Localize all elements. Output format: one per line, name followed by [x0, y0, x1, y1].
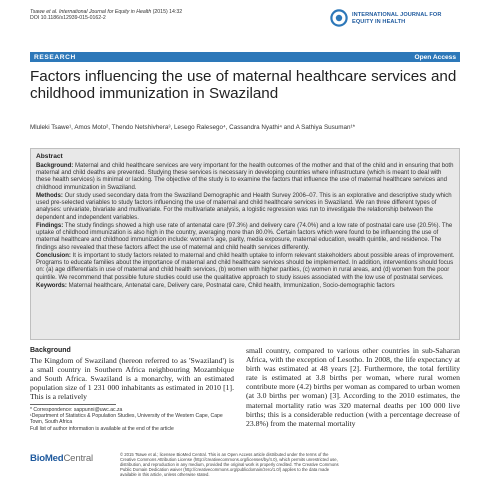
abstract-keywords	[36, 283, 456, 290]
citation-authors: Tsawe et al.	[30, 9, 58, 15]
open-access-label: Open Access	[414, 53, 456, 61]
citation-header	[30, 9, 182, 22]
abstract-label: Keywords:	[36, 283, 67, 289]
author-affiliation: ¹Department of Statistics & Population Studies, University of the Western Cape, Cape Town, South Africa	[30, 413, 223, 426]
abstract-body	[36, 163, 456, 291]
correspondence-email[interactable]: * Correspondence: sappunni@uwc.ac.za	[30, 407, 123, 413]
abstract-box	[30, 148, 460, 340]
article-type-band	[30, 52, 460, 62]
abstract-background	[36, 163, 456, 192]
abstract-findings	[36, 223, 456, 252]
abstract-conclusion	[36, 253, 456, 282]
license-statement: © 2015 Tsawe et al.; licensee BioMed Central. This is an Open Access article distributed under the terms of the Creative Commons Attribution License (http://creativecommons.org/licenses/by/4.0), which permits unrestricted use, distribution, and reproduction in any medium, provided the original work is properly credited. The Creative Commons Public Domain Dedication waiver (http://creativecommons.org/publicdomain/zero/1.0/) applies to the data made available in this article, unless otherwise stated.	[120, 452, 339, 478]
footnote-divider	[30, 404, 116, 405]
abstract-label: Conclusion:	[36, 253, 71, 259]
article-title: Factors influencing the use of maternal healthcare services and childhood immunization in Swaziland	[30, 68, 457, 103]
abstract-text: The study findings showed a high use rate of antenatal care (97.3%) and delivery care (74.0%) and a low rate of postnatal care use (20.5%). The uptake of childhood immunization is also high in the country, averaging more than 80.0%. Certain factors which were found to be influencing the use of maternal healthcare and childhood immunization include: woman's age, parity, media exposure, maternal education, wealth quintile, and residence. The findings also revealed that these factors affect the use of maternal and child health services differently.	[36, 223, 453, 251]
abstract-text: Our study used secondary data from the Swaziland Demographic and Health Survey 2006–07. This is an explorative and descriptive study which used pre-selected variables to study factors influencing the use of maternal and child healthcare services in Swaziland. We ran three different types of analyses: univariate, bivariate and multivariate. For the multivariate analysis, a logistic regression was run to investigate the relationship between the dependent and independent variables.	[36, 193, 452, 221]
body-column-left	[30, 346, 234, 402]
logo-bio: BioMed	[30, 453, 64, 464]
body-paragraph: The Kingdom of Swaziland (hereon referred to as 'Swaziland') is a small country in Southern Africa neighbouring Mozambique and South Africa. Swaziland is a monarchy, with an estimated population size of 1 231 000 inhabitants as estimated in 2010 [1]. This is a relatively	[30, 356, 234, 402]
journal-logo-line1: INTERNATIONAL JOURNAL FOR	[352, 12, 442, 18]
citation-journal: International Journal for Equity in Health	[58, 9, 152, 15]
abstract-text: Maternal healthcare, Antenatal care, Delivery care, Postnatal care, Child health, Immunization, Socio-demographic factors	[68, 283, 395, 289]
journal-logo	[330, 9, 460, 29]
journal-logo-icon	[330, 9, 348, 27]
citation-volume: (2015) 14:32	[152, 9, 183, 15]
section-heading-background: Background	[30, 347, 71, 354]
abstract-label: Findings:	[36, 223, 64, 229]
author-list: Mluleki Tsawe¹, Amos Moto², Thendo Netshivhera³, Lesego Ralesego⁴, Cassandra Nyathi⁴ and A Sathiya Susuman¹*	[30, 124, 356, 131]
biomed-central-logo	[30, 452, 110, 466]
abstract-heading: Abstract	[36, 153, 63, 160]
abstract-text: Maternal and child healthcare services are very important for the health outcomes of the mother and that of the child and in ensuring that both maternal and child deaths are prevented. Studying these services is necessary in developing countries where infrastructure (which is meant to deal with these health services) is minimal or lacking. The objective of the study is to examine the factors that influence the use of maternal healthcare services and childhood immunization in Swaziland.	[36, 163, 454, 191]
journal-logo-line2: EQUITY IN HEALTH	[352, 18, 406, 25]
abstract-text: It is important to study factors related to maternal and child health uptake to inform relevant stakeholders about possible areas of improvement. Programs to educate families about the importance of maternal and child healthcare services should be implemented. In addition, interventions should focus on: (a) age differentials in use of maternal and child health services, (b) women with higher parities, (c) women in rural areas, and (d) women from the poor quintile. We recommend that possible future studies could use the qualitative approach to study issues associated with the low use of postnatal services.	[36, 253, 455, 281]
article-type: RESEARCH	[34, 53, 76, 61]
footnotes	[30, 407, 236, 432]
body-paragraph: small country, compared to various other countries in sub-Saharan Africa, with the exception of Lesotho. In 2008, the life expectancy at birth was estimated at 48 years [2]. Furthermore, the total fertility rate is estimated at 3.8 births per woman, where rural women contribute more (4.2) births per woman as compared to urban women (at 3.0 births per woman) [3]. According to the 2010 estimates, the maternal mortality ratio was 320 maternal deaths per 100 000 live births; this is a considerable reduction (with a percentage decrease of 23.8%) from the maternal mortality	[246, 346, 460, 428]
abstract-methods	[36, 193, 456, 222]
logo-central: Central	[63, 453, 93, 464]
body-column-right	[246, 346, 460, 428]
abstract-label: Methods:	[36, 193, 63, 199]
doi: DOI 10.1186/s12939-015-0162-2	[30, 15, 106, 22]
author-info-note: Full list of author information is available at the end of the article	[30, 425, 174, 432]
abstract-label: Background:	[36, 163, 74, 169]
